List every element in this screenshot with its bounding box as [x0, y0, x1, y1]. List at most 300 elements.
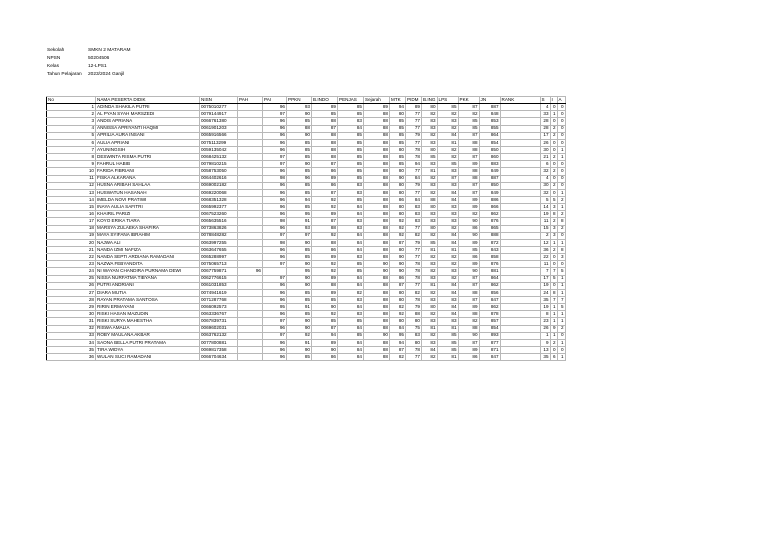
table-row — [47, 246, 566, 253]
table-cell: 96 — [263, 246, 287, 253]
meta-value: 2023/2024 Ganjil — [88, 72, 125, 77]
table-cell: 1 — [550, 332, 557, 339]
table-cell — [500, 168, 540, 175]
table-cell: HUSWATUN HASANAH — [96, 189, 200, 196]
table-cell: 81 — [422, 325, 438, 332]
table-cell: 96 — [263, 104, 287, 111]
table-cell — [500, 304, 540, 311]
table-cell: 82 — [422, 232, 438, 239]
table-cell — [238, 318, 263, 325]
table-cell: 90 — [312, 346, 338, 353]
table-cell — [500, 339, 540, 346]
table-cell — [238, 211, 263, 218]
table-cell: 83 — [437, 204, 458, 211]
table-cell: 1 — [557, 282, 565, 289]
table-cell: 82 — [437, 254, 458, 261]
table-cell: 94 — [390, 104, 406, 111]
table-cell — [500, 225, 540, 232]
table-cell: 88 — [458, 325, 479, 332]
table-cell: 89 — [458, 304, 479, 311]
table-cell: 886 — [479, 196, 500, 203]
table-row — [47, 196, 566, 203]
table-cell: 89 — [406, 104, 422, 111]
table-cell: 31 — [47, 318, 96, 325]
table-row — [47, 218, 566, 225]
table-cell: 85 — [287, 289, 312, 296]
table-cell: 84 — [338, 239, 364, 246]
table-cell: 87 — [390, 282, 406, 289]
table-cell: 85 — [422, 154, 438, 161]
table-cell: 0 — [557, 104, 565, 111]
column-header: PAH — [238, 97, 263, 104]
table-cell: 93 — [287, 225, 312, 232]
table-cell: 85 — [338, 132, 364, 139]
table-cell: 876 — [479, 218, 500, 225]
table-cell: 79 — [406, 182, 422, 189]
table-cell: 89 — [312, 254, 338, 261]
table-cell: 22 — [47, 254, 96, 261]
table-cell: 84 — [338, 275, 364, 282]
table-cell: 89 — [312, 175, 338, 182]
table-cell: 88 — [458, 139, 479, 146]
table-cell: 84 — [338, 339, 364, 346]
table-cell: 88 — [458, 146, 479, 153]
column-header: NISN — [200, 97, 238, 104]
column-header: A — [557, 97, 565, 104]
table-cell: 0059135042 — [200, 146, 238, 153]
table-cell: 80 — [390, 211, 406, 218]
table-cell — [238, 196, 263, 203]
table-cell: 88 — [364, 168, 390, 175]
table-cell: 14 — [47, 196, 96, 203]
table-cell: 0 — [550, 118, 557, 125]
meta-label: Kelas — [47, 64, 59, 69]
table-cell: 91 — [287, 304, 312, 311]
table-cell: 0068351328 — [200, 196, 238, 203]
table-cell: 83 — [422, 339, 438, 346]
table-cell: 2 — [550, 218, 557, 225]
table-cell: 83 — [422, 318, 438, 325]
table-cell: IMELDA NOVI PRATIWI — [96, 196, 200, 203]
table-cell: 85 — [312, 296, 338, 303]
table-cell: 89 — [312, 275, 338, 282]
table-cell — [500, 196, 540, 203]
table-cell — [500, 311, 540, 318]
table-cell: 77 — [406, 168, 422, 175]
table-cell: 857 — [479, 318, 500, 325]
table-cell: 28 — [540, 118, 550, 125]
table-cell: ANDIS APRIANA — [96, 118, 200, 125]
table-cell: 87 — [458, 189, 479, 196]
table-cell: 88 — [364, 239, 390, 246]
table-cell: 20 — [47, 239, 96, 246]
table-row — [47, 232, 566, 239]
table-cell: 0063762132 — [200, 332, 238, 339]
table-cell: 90 — [390, 254, 406, 261]
table-cell: 79 — [406, 132, 422, 139]
table-cell: 85 — [458, 118, 479, 125]
table-cell — [238, 346, 263, 353]
table-row — [47, 239, 566, 246]
table-cell: 2 — [557, 225, 565, 232]
table-cell: 88 — [364, 254, 390, 261]
table-cell: 82 — [422, 175, 438, 182]
table-cell: 1 — [550, 304, 557, 311]
table-cell: 92 — [312, 204, 338, 211]
table-cell: 92 — [312, 261, 338, 268]
table-cell: 82 — [422, 354, 438, 361]
table-cell: 86 — [458, 354, 479, 361]
table-row — [47, 118, 566, 125]
table-cell: 90 — [287, 161, 312, 168]
table-cell: 854 — [479, 325, 500, 332]
table-cell: 82 — [458, 111, 479, 118]
table-cell: 87 — [458, 132, 479, 139]
table-cell: 94 — [287, 196, 312, 203]
column-header: S — [540, 97, 550, 104]
table-cell: 85 — [287, 189, 312, 196]
table-cell: 4 — [540, 175, 550, 182]
table-cell: 85 — [437, 332, 458, 339]
table-cell: NISSA NURFATMA TIBYANA — [96, 275, 200, 282]
table-cell: 90 — [390, 175, 406, 182]
table-cell: 93 — [287, 104, 312, 111]
table-cell: 864 — [479, 132, 500, 139]
table-cell: 77 — [406, 246, 422, 253]
table-cell: 82 — [437, 275, 458, 282]
table-cell: 3 — [550, 204, 557, 211]
table-cell: 85 — [287, 311, 312, 318]
table-cell: 12 — [540, 239, 550, 246]
table-cell: 17 — [47, 218, 96, 225]
table-cell — [238, 354, 263, 361]
table-cell: 0066704634 — [200, 354, 238, 361]
table-cell: 88 — [312, 154, 338, 161]
table-row — [47, 104, 566, 111]
table-cell — [500, 289, 540, 296]
column-header: B.ING — [423, 96, 436, 102]
table-cell: 84 — [437, 289, 458, 296]
table-cell: 9 — [47, 161, 96, 168]
table-cell: 98 — [263, 218, 287, 225]
table-cell: 80 — [390, 246, 406, 253]
table-cell: 28 — [540, 125, 550, 132]
table-cell: 95 — [390, 332, 406, 339]
table-cell: 7 — [540, 268, 550, 275]
table-cell: 11 — [540, 261, 550, 268]
table-cell: 893 — [479, 332, 500, 339]
table-row — [47, 189, 566, 196]
table-cell — [238, 189, 263, 196]
table-cell: 81 — [437, 139, 458, 146]
table-cell: 88 — [458, 175, 479, 182]
table-cell: 16 — [47, 211, 96, 218]
table-cell: 90 — [287, 346, 312, 353]
table-cell: 82 — [437, 154, 458, 161]
table-cell: 82 — [422, 189, 438, 196]
table-cell: 88 — [364, 275, 390, 282]
table-cell: 0 — [557, 346, 565, 353]
table-cell: 85 — [338, 196, 364, 203]
table-cell: 871 — [479, 346, 500, 353]
table-cell: 90 — [458, 268, 479, 275]
table-cell: 87 — [458, 154, 479, 161]
table-cell: 85 — [312, 318, 338, 325]
table-cell: 84 — [437, 239, 458, 246]
table-cell: 83 — [338, 218, 364, 225]
table-cell: WULAN SUCI RAMADANI — [96, 354, 200, 361]
table-cell: PUTRI ANDRIANI — [96, 282, 200, 289]
table-cell: 82 — [422, 332, 438, 339]
table-cell: 96 — [263, 196, 287, 203]
table-cell: 78 — [406, 154, 422, 161]
table-cell: 90 — [287, 318, 312, 325]
table-cell: 1 — [550, 311, 557, 318]
table-cell: 83 — [338, 296, 364, 303]
table-cell: 0058753050 — [200, 168, 238, 175]
table-cell: 0 — [550, 175, 557, 182]
table-cell: 88 — [364, 204, 390, 211]
column-header: LPS — [437, 97, 458, 104]
table-cell: AYUNINGSIH — [96, 146, 200, 153]
table-cell: 19 — [47, 232, 96, 239]
table-cell: 8 — [557, 218, 565, 225]
table-cell: 90 — [312, 304, 338, 311]
table-cell: 0068425132 — [200, 154, 238, 161]
table-cell: 0 — [550, 139, 557, 146]
table-cell — [238, 289, 263, 296]
table-cell: 0061031853 — [200, 282, 238, 289]
table-cell: 88 — [364, 232, 390, 239]
meta-value: 50204506 — [88, 56, 110, 61]
column-header: NAMA PESERTA DIDIK — [96, 97, 200, 104]
table-cell: 9 — [540, 339, 550, 346]
table-cell: 78 — [406, 346, 422, 353]
table-cell: 84 — [437, 132, 458, 139]
table-row — [47, 161, 566, 168]
table-cell — [500, 268, 540, 275]
table-cell: 82 — [338, 289, 364, 296]
table-cell: 83 — [422, 261, 438, 268]
table-cell: 8 — [557, 246, 565, 253]
table-cell: 82 — [437, 261, 458, 268]
table-cell: 864 — [479, 275, 500, 282]
table-cell: 84 — [406, 196, 422, 203]
table-cell: HUSNA ARIBAH SAHLAA — [96, 182, 200, 189]
table-cell: 877 — [479, 339, 500, 346]
table-cell: 5 — [540, 196, 550, 203]
table-cell: 88 — [364, 182, 390, 189]
table-cell: 0065992377 — [200, 204, 238, 211]
table-cell: 19 — [540, 282, 550, 289]
table-cell: 77 — [406, 282, 422, 289]
table-cell — [238, 261, 263, 268]
table-cell: 2 — [557, 211, 565, 218]
table-cell: 82 — [390, 304, 406, 311]
table-cell — [500, 261, 540, 268]
table-cell: 88 — [364, 311, 390, 318]
table-cell: 1 — [540, 332, 550, 339]
table-cell: 35 — [47, 346, 96, 353]
table-cell: APRILIA AURA INSANI — [96, 132, 200, 139]
table-cell: 0074941619 — [200, 289, 238, 296]
table-cell: NI WAYAN CHANDIRA PURNAMA DEWI — [96, 268, 200, 275]
table-cell: 862 — [479, 304, 500, 311]
table-cell: 85 — [338, 104, 364, 111]
table-cell: 84 — [437, 196, 458, 203]
table-row — [47, 154, 566, 161]
table-cell: 82 — [458, 318, 479, 325]
table-cell: 34 — [47, 339, 96, 346]
table-cell: 90 — [287, 275, 312, 282]
table-cell: 11 — [540, 218, 550, 225]
table-cell: 86 — [312, 246, 338, 253]
table-cell: 865 — [479, 225, 500, 232]
table-cell: 2 — [550, 132, 557, 139]
table-cell: 856 — [479, 289, 500, 296]
table-cell: 5 — [47, 132, 96, 139]
table-cell: 0 — [550, 282, 557, 289]
table-cell: 1 — [557, 318, 565, 325]
table-cell: 4 — [47, 125, 96, 132]
table-cell: 88 — [364, 146, 390, 153]
table-cell: 90 — [458, 232, 479, 239]
table-row — [47, 268, 566, 275]
table-cell: 1 — [557, 146, 565, 153]
column-header: PPKN — [287, 97, 312, 104]
table-cell: 89 — [458, 346, 479, 353]
table-cell: 85 — [437, 104, 458, 111]
table-cell: 84 — [338, 346, 364, 353]
table-cell: 96 — [263, 296, 287, 303]
table-cell: AL PYAN SYAH MARSZEDI — [96, 111, 200, 118]
table-cell: 79 — [406, 239, 422, 246]
table-cell — [238, 282, 263, 289]
table-cell: 92 — [390, 225, 406, 232]
table-cell: 85 — [437, 346, 458, 353]
table-cell: 1 — [557, 154, 565, 161]
table-cell: 1 — [557, 339, 565, 346]
table-cell: 19 — [540, 304, 550, 311]
table-cell: 86 — [458, 225, 479, 232]
table-cell: 80 — [390, 168, 406, 175]
table-cell — [238, 325, 263, 332]
meta-row — [47, 63, 130, 71]
table-cell: 87 — [312, 189, 338, 196]
table-cell: 848 — [479, 111, 500, 118]
table-cell: 87 — [390, 346, 406, 353]
table-row — [47, 168, 566, 175]
table-cell: 0063336767 — [200, 311, 238, 318]
table-row — [47, 125, 566, 132]
table-cell — [500, 104, 540, 111]
table-cell: RISKI HASAN MAZUDIN — [96, 311, 200, 318]
table-cell — [500, 246, 540, 253]
meta-row — [47, 47, 130, 55]
table-cell: 90 — [458, 332, 479, 339]
table-cell: 97 — [263, 275, 287, 282]
table-cell: 85 — [287, 296, 312, 303]
table-cell: 0071287768 — [200, 296, 238, 303]
table-cell: 1 — [550, 239, 557, 246]
table-cell — [238, 132, 263, 139]
table-cell: 89 — [312, 104, 338, 111]
table-cell: 88 — [364, 318, 390, 325]
table-cell: 96 — [263, 289, 287, 296]
meta-row — [47, 71, 130, 79]
table-cell: 1 — [557, 289, 565, 296]
table-cell: 84 — [437, 311, 458, 318]
column-header: PENJAS — [338, 97, 364, 104]
table-cell: 78 — [406, 146, 422, 153]
table-cell: RISWA AMALIA — [96, 325, 200, 332]
table-cell: 94 — [406, 161, 422, 168]
table-cell: ADINDA SHAKILA PUTRI — [96, 104, 200, 111]
table-cell: 80 — [390, 204, 406, 211]
table-cell: 82 — [390, 354, 406, 361]
table-cell — [500, 125, 540, 132]
table-cell: 8 — [550, 211, 557, 218]
table-cell: 2 — [47, 111, 96, 118]
table-cell — [500, 354, 540, 361]
table-cell: 21 — [47, 246, 96, 253]
table-cell: 77 — [406, 254, 422, 261]
table-cell: 0075010277 — [200, 104, 238, 111]
table-cell: 85 — [338, 154, 364, 161]
table-cell: INAYA AULIA SAFITRI — [96, 204, 200, 211]
table-cell: 81 — [422, 282, 438, 289]
table-cell: 84 — [390, 325, 406, 332]
table-cell: 0069220068 — [200, 189, 238, 196]
table-cell: 23 — [540, 318, 550, 325]
table-cell — [500, 175, 540, 182]
table-cell: 87 — [458, 282, 479, 289]
table-cell: 89 — [458, 196, 479, 203]
table-cell: 1 — [557, 204, 565, 211]
table-cell — [238, 239, 263, 246]
table-cell: 13 — [540, 346, 550, 353]
table-cell: 26 — [540, 325, 550, 332]
table-cell — [500, 132, 540, 139]
table-cell: 85 — [287, 146, 312, 153]
table-cell: 89 — [312, 211, 338, 218]
table-cell: 79 — [406, 304, 422, 311]
table-cell: 862 — [479, 282, 500, 289]
column-header: No — [47, 97, 96, 104]
table-cell: 0065288997 — [200, 254, 238, 261]
table-row — [47, 139, 566, 146]
table-cell: 0 — [550, 346, 557, 353]
table-cell: 96 — [263, 325, 287, 332]
table-cell: 85 — [338, 175, 364, 182]
table-cell: 87 — [458, 275, 479, 282]
table-cell: 83 — [437, 296, 458, 303]
table-cell: 96 — [263, 204, 287, 211]
table-cell: 80 — [390, 289, 406, 296]
table-cell: 88 — [422, 196, 438, 203]
table-cell: 88 — [364, 339, 390, 346]
table-row — [47, 304, 566, 311]
table-cell — [238, 104, 263, 111]
table-cell: 13 — [47, 189, 96, 196]
table-cell: 82 — [422, 111, 438, 118]
table-cell: 94 — [390, 339, 406, 346]
table-cell: 84 — [338, 246, 364, 253]
table-cell: 2 — [550, 168, 557, 175]
table-cell: 85 — [312, 111, 338, 118]
table-cell: 3 — [47, 118, 96, 125]
table-cell: 5 — [557, 304, 565, 311]
